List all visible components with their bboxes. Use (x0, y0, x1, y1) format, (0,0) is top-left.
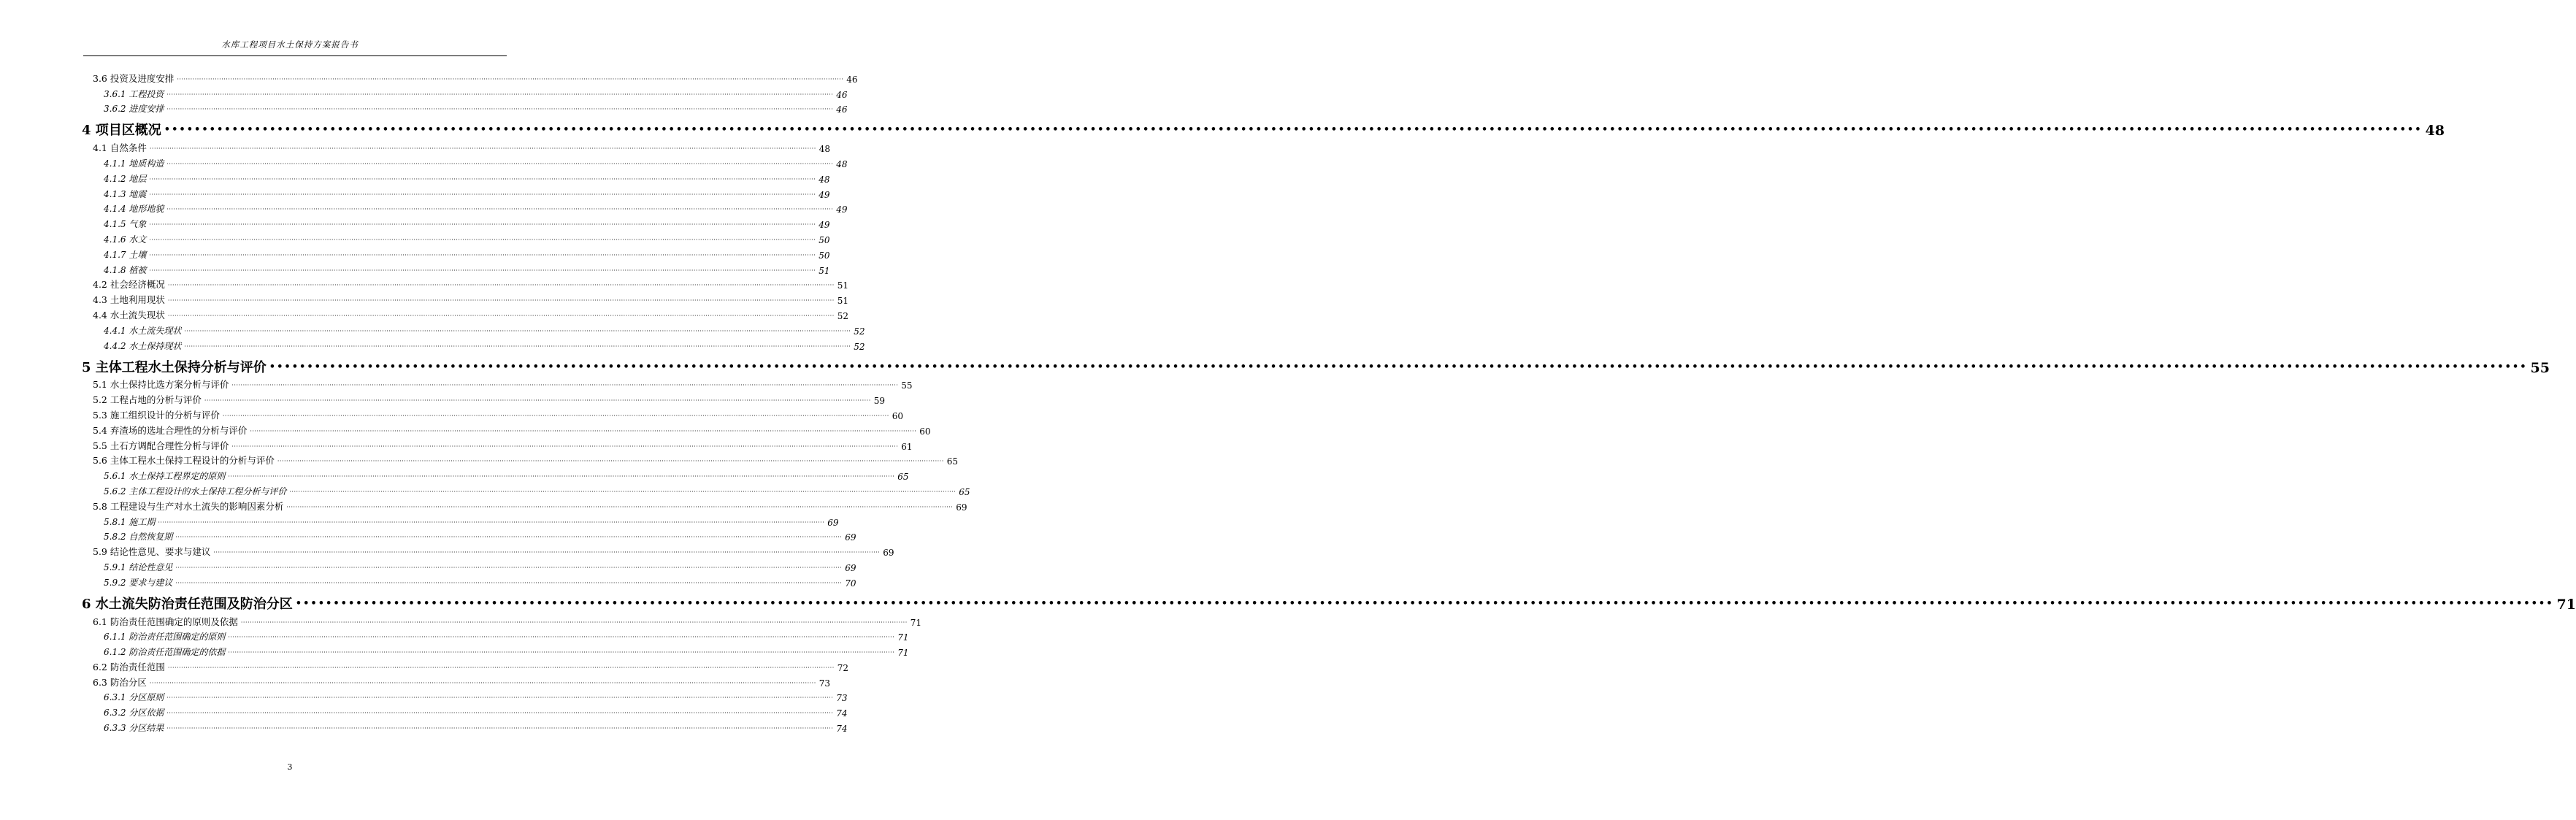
toc-entry-level-2[interactable] (82, 391, 886, 407)
toc-entry-page: 71 (897, 648, 909, 659)
toc-entry-page: 65 (946, 456, 959, 467)
toc-entry-level-2[interactable] (82, 613, 922, 628)
toc-entry-title: 4.2 社会经济概况 (93, 279, 165, 291)
toc-dot-leader: ············································································································································································································································································································ (167, 282, 835, 289)
toc-entry-page: 50 (819, 250, 830, 261)
toc-entry-page: 50 (819, 234, 830, 245)
toc-entry-title: 3.6.1 工程投资 (104, 88, 164, 99)
toc-entry-level-2[interactable] (82, 437, 913, 452)
toc-entry-level-2[interactable] (82, 69, 858, 85)
toc-dot-leader: ············································································································································································································································································································ (228, 634, 895, 641)
toc-dot-leader: ············································································································································································································································································································ (204, 397, 871, 405)
toc-entry-page: 48 (836, 158, 848, 169)
toc-entry-title: 4.3 土地利用现状 (93, 294, 165, 306)
toc-entry-title: 5.1 水土保持比选方案分析与评价 (93, 379, 229, 391)
toc-entry-level-3[interactable] (82, 321, 865, 337)
toc-entry-page: 55 (2530, 359, 2550, 376)
toc-entry-page: 69 (883, 548, 894, 559)
toc-entry-title: 6.3.2 分区依据 (104, 708, 164, 719)
toc-dot-leader: ············································································································································································································································································································ (149, 236, 816, 243)
toc-entry-page: 60 (919, 426, 931, 437)
toc-entry-title: 5.5 土石方调配合理性分析与评价 (93, 440, 229, 451)
toc-entry-level-3[interactable] (82, 215, 830, 231)
toc-entry-page: 71 (897, 632, 909, 643)
toc-entry-level-3[interactable] (82, 185, 830, 200)
toc-entry-level-3[interactable] (82, 482, 970, 497)
toc-entry-page: 65 (959, 486, 970, 497)
toc-entry-page: 73 (836, 693, 848, 704)
toc-entry-title: 6 水土流失防治责任范围及防治分区 (82, 596, 293, 612)
toc-dot-leader: •••••••••••••••••••••••••••••••••••••••••••••••••••••••••••••••••••••••••••••••••••••••••••••••••••••••••••••••••••••••••••••••••••••••••••••••••••••••••••••••••••••••••••••••••••••••••••••••••••••••••••••••••••••••••••••••••••••••••••••••••••••••••••••••••••••••••••••••••••••••••••••••••••••••••••• (295, 597, 2554, 609)
toc-entry-level-2[interactable] (82, 376, 913, 391)
toc-entry-page: 73 (819, 678, 831, 689)
toc-entry-title: 6.2 防治责任范围 (93, 661, 165, 673)
toc-dot-leader: ············································································································································································································································································································ (286, 503, 954, 510)
toc-entry-page: 48 (819, 144, 831, 155)
toc-entry-page: 69 (956, 502, 967, 513)
header-rule (83, 55, 507, 56)
toc-entry-level-3[interactable] (82, 558, 856, 573)
toc-entry-title: 4.1.6 水文 (104, 234, 147, 245)
toc-entry-level-2[interactable] (82, 139, 831, 155)
toc-entry-level-3[interactable] (82, 245, 830, 261)
toc-dot-leader: ············································································································································································································································································································ (166, 725, 834, 732)
toc-dot-leader: ············································································································································································································································································································ (184, 327, 851, 334)
toc-entry-page: 71 (910, 617, 922, 628)
toc-entry-level-3[interactable] (82, 689, 848, 704)
toc-entry-level-3[interactable] (82, 573, 856, 589)
toc-dot-leader: ············································································································································································································································································································ (167, 664, 835, 671)
toc-entry-page: 70 (845, 578, 856, 589)
toc-entry-level-3[interactable] (82, 200, 848, 215)
toc-entry-title: 4.1.7 土壤 (104, 249, 147, 260)
toc-entry-title: 4.4.1 水土流失现状 (104, 325, 182, 336)
running-header: 水库工程项目水土保持方案报告书 (221, 39, 359, 50)
toc-entry-title: 4.1.1 地质构造 (104, 158, 164, 169)
toc-entry-level-2[interactable] (82, 543, 894, 559)
toc-dot-leader: ············································································································································································································································································································ (166, 106, 834, 113)
toc-entry-page: 60 (892, 410, 904, 421)
toc-dot-leader: ············································································································································································································································································································ (231, 382, 899, 389)
toc-entry-title: 5.9.1 结论性意见 (104, 562, 173, 572)
toc-dot-leader: ············································································································································································································································································································ (289, 488, 957, 495)
toc-entry-page: 55 (901, 380, 913, 391)
toc-dot-leader: ············································································································································································································································································································ (166, 694, 834, 702)
toc-entry-level-2[interactable] (82, 452, 959, 467)
toc-entry-level-3[interactable] (82, 100, 848, 115)
toc-entry-title: 5.9 结论性意见、要求与建议 (93, 546, 211, 558)
toc-entry-level-1[interactable] (82, 115, 2445, 139)
toc-entry-title: 6.1.1 防治责任范围确定的原则 (104, 632, 226, 643)
toc-entry-title: 4.1 自然条件 (93, 142, 147, 154)
toc-entry-page: 71 (2556, 596, 2576, 613)
toc-entry-title: 4.1.8 植被 (104, 264, 147, 275)
toc-entry-page: 52 (854, 326, 865, 337)
toc-entry-page: 74 (836, 724, 848, 735)
toc-entry-title: 4 项目区概况 (82, 123, 161, 139)
toc-dot-leader: ············································································································································································································································································································ (213, 549, 881, 556)
toc-dot-leader: ············································································································································································································································································································ (250, 427, 917, 434)
toc-dot-leader: ············································································································································································································································································································ (175, 579, 843, 586)
toc-entry-level-3[interactable] (82, 703, 848, 719)
toc-dot-leader: ············································································································································································································································································································ (175, 564, 843, 571)
table-of-contents (82, 69, 2576, 735)
toc-entry-page: 51 (819, 265, 830, 276)
toc-entry-page: 51 (837, 296, 849, 307)
toc-entry-level-1[interactable] (82, 352, 2550, 376)
toc-dot-leader: ············································································································································································································································································································ (177, 75, 844, 83)
toc-dot-leader: ············································································································································································································································································································ (166, 710, 834, 717)
toc-dot-leader: ············································································································································································································································································································ (158, 518, 825, 526)
toc-entry-level-2[interactable] (82, 276, 849, 291)
toc-dot-leader: ············································································································································································································································································································ (167, 297, 835, 304)
toc-entry-level-3[interactable] (82, 513, 839, 528)
toc-entry-title: 4.4 水土流失现状 (93, 309, 165, 321)
toc-entry-title: 5.8.1 施工期 (104, 516, 156, 527)
toc-entry-level-3[interactable] (82, 230, 830, 245)
toc-entry-page: 46 (846, 74, 858, 85)
toc-dot-leader: ············································································································································································································································································································ (240, 618, 908, 626)
toc-entry-level-3[interactable] (82, 643, 909, 659)
toc-entry-page: 48 (819, 174, 830, 185)
toc-entry-title: 5.8.2 自然恢复期 (104, 532, 173, 543)
toc-entry-level-2[interactable] (82, 306, 849, 321)
toc-dot-leader: ············································································································································································································································································································ (167, 312, 835, 319)
toc-entry-title: 5.9.2 要求与建议 (104, 577, 173, 588)
toc-entry-level-1[interactable] (82, 589, 2576, 613)
toc-dot-leader: ············································································································································································································································································································ (149, 221, 816, 229)
toc-entry-level-3[interactable] (82, 154, 848, 169)
toc-dot-leader: ············································································································································································································································································································ (184, 342, 851, 350)
toc-dot-leader: ············································································································································································································································································································ (149, 267, 816, 274)
toc-dot-leader: ············································································································································································································································································································ (166, 160, 834, 167)
toc-entry-level-3[interactable] (82, 719, 848, 735)
toc-dot-leader: ············································································································································································································································································································ (166, 206, 834, 213)
toc-entry-title: 4.1.4 地形地貌 (104, 204, 164, 215)
toc-entry-title: 6.3.3 分区结果 (104, 723, 164, 734)
toc-entry-page: 74 (836, 708, 848, 719)
toc-dot-leader: ············································································································································································································································································································ (166, 91, 834, 98)
toc-entry-page: 51 (837, 280, 849, 291)
toc-entry-title: 6.3 防治分区 (93, 676, 147, 688)
toc-entry-level-2[interactable] (82, 658, 849, 673)
toc-entry-level-2[interactable] (82, 291, 849, 307)
toc-entry-page: 72 (837, 662, 849, 673)
toc-dot-leader: ············································································································································································································································································································ (149, 679, 816, 686)
toc-entry-page: 69 (827, 517, 839, 528)
toc-entry-page: 49 (819, 189, 830, 200)
toc-entry-level-3[interactable] (82, 528, 856, 543)
toc-dot-leader: •••••••••••••••••••••••••••••••••••••••••••••••••••••••••••••••••••••••••••••••••••••••••••••••••••••••••••••••••••••••••••••••••••••••••••••••••••••••••••••••••••••••••••••••••••••••••••••••••••••••••••••••••••••••••••••••••••••••••••••••••••••••••••••••••••••••••••••••••••••••••••••••••••••••••••• (164, 124, 2423, 136)
toc-entry-title: 5.6 主体工程水土保持工程设计的分析与评价 (93, 455, 275, 467)
toc-dot-leader: ············································································································································································································································································································ (149, 191, 816, 198)
toc-dot-leader: ············································································································································································································································································································ (149, 175, 816, 183)
toc-entry-page: 52 (854, 341, 865, 352)
toc-entry-page: 49 (836, 204, 848, 215)
toc-entry-page: 65 (897, 472, 909, 483)
toc-entry-page: 69 (845, 562, 856, 573)
toc-dot-leader: ············································································································································································································································································································ (149, 145, 816, 153)
toc-entry-level-3[interactable] (82, 467, 909, 483)
toc-entry-title: 6.3.1 分区原则 (104, 692, 164, 703)
toc-entry-title: 5.2 工程占地的分析与评价 (93, 394, 202, 406)
toc-entry-level-2[interactable] (82, 406, 904, 421)
toc-entry-level-2[interactable] (82, 497, 967, 513)
toc-entry-title: 3.6 投资及进度安排 (93, 72, 175, 84)
toc-entry-level-3[interactable] (82, 628, 909, 643)
toc-entry-title: 4.1.3 地震 (104, 188, 147, 199)
toc-dot-leader: ············································································································································································································································································································ (231, 442, 899, 450)
toc-dot-leader: ············································································································································································································································································································ (228, 473, 895, 480)
toc-entry-title: 5.6.1 水土保持工程界定的原则 (104, 471, 226, 482)
toc-entry-page: 61 (901, 441, 913, 452)
toc-entry-title: 5.8 工程建设与生产对水土流失的影响因素分析 (93, 500, 284, 512)
toc-entry-level-3[interactable] (82, 337, 865, 352)
toc-entry-title: 5.3 施工组织设计的分析与评价 (93, 409, 220, 421)
toc-entry-title: 5.4 弃渣场的选址合理性的分析与评价 (93, 424, 248, 436)
toc-entry-page: 46 (836, 89, 848, 100)
toc-dot-leader: ············································································································································································································································································································ (277, 458, 944, 465)
toc-entry-level-2[interactable] (82, 421, 931, 437)
toc-entry-page: 52 (837, 310, 849, 321)
toc-entry-level-3[interactable] (82, 169, 830, 185)
toc-dot-leader: ············································································································································································································································································································ (222, 412, 889, 419)
toc-entry-title: 5 主体工程水土保持分析与评价 (82, 359, 267, 375)
toc-entry-title: 5.6.2 主体工程设计的水土保持工程分析与评价 (104, 486, 287, 497)
toc-entry-title: 4.1.5 气象 (104, 219, 147, 230)
toc-entry-page: 69 (845, 532, 856, 543)
toc-dot-leader: •••••••••••••••••••••••••••••••••••••••••••••••••••••••••••••••••••••••••••••••••••••••••••••••••••••••••••••••••••••••••••••••••••••••••••••••••••••••••••••••••••••••••••••••••••••••••••••••••••••••••••••••••••••••••••••••••••••••••••••••••••••••••••••••••••••••••••••••••••••••••••••••••••••••••••• (269, 361, 2528, 372)
toc-entry-title: 6.1.2 防治责任范围确定的依据 (104, 647, 226, 658)
toc-entry-level-3[interactable] (82, 85, 848, 100)
toc-entry-page: 46 (836, 104, 848, 115)
toc-entry-page: 59 (873, 396, 886, 407)
page-number: 3 (287, 762, 293, 772)
toc-entry-title: 3.6.2 进度安排 (104, 104, 164, 115)
toc-entry-level-2[interactable] (82, 673, 831, 689)
toc-entry-page: 49 (819, 220, 830, 231)
toc-dot-leader: ············································································································································································································································································································ (149, 251, 816, 258)
toc-entry-level-3[interactable] (82, 261, 830, 276)
toc-entry-page: 48 (2425, 123, 2445, 139)
toc-entry-title: 4.4.2 水土保持现状 (104, 340, 182, 351)
toc-dot-leader: ············································································································································································································································································································ (228, 649, 895, 656)
toc-entry-title: 4.1.2 地层 (104, 173, 147, 184)
toc-entry-title: 6.1 防治责任范围确定的原则及依据 (93, 616, 238, 627)
toc-dot-leader: ············································································································································································································································································································ (175, 534, 843, 541)
